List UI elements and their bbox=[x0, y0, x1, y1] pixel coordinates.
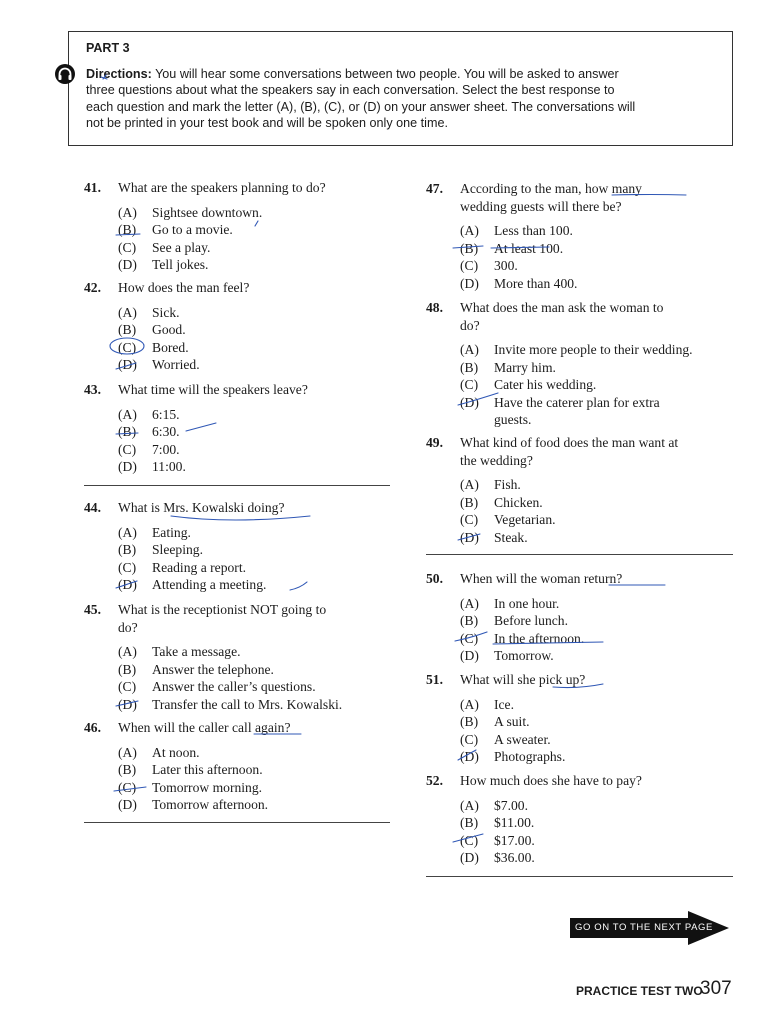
option-letter: (A) bbox=[118, 406, 137, 422]
question-text: wedding guests will there be? bbox=[460, 198, 622, 214]
option-text: Fish. bbox=[494, 477, 521, 492]
option-letter: (A) bbox=[118, 744, 137, 760]
option-letter: (A) bbox=[118, 524, 137, 540]
directions-line-1-text: You will hear some conversations between two people. You will be asked to answer bbox=[155, 67, 619, 81]
question-number: 51. bbox=[426, 672, 443, 687]
option-letter: (B) bbox=[118, 542, 137, 557]
option-text: At noon. bbox=[152, 744, 200, 760]
directions-box bbox=[68, 31, 733, 146]
option-text: 7:00. bbox=[152, 441, 180, 457]
option-letter: (B) bbox=[460, 494, 479, 510]
next-page-label: GO ON TO THE NEXT PAGE bbox=[575, 922, 713, 933]
option-text: A suit. bbox=[494, 714, 530, 729]
question-number: 45. bbox=[84, 602, 101, 617]
option-letter: (B) bbox=[460, 613, 479, 628]
option-text: Attending a meeting. bbox=[152, 577, 267, 592]
question-text: When will the caller call again? bbox=[118, 720, 291, 735]
option-text: 6:30. bbox=[152, 424, 180, 439]
directions-line-4: not be printed in your test book and will be spoken only one time. bbox=[86, 115, 448, 130]
option-letter: (A) bbox=[460, 342, 479, 357]
option-text: Answer the caller’s questions. bbox=[152, 679, 316, 694]
question-number: 41. bbox=[84, 180, 101, 195]
option-text: Before lunch. bbox=[494, 613, 568, 628]
option-letter: (B) bbox=[118, 424, 137, 439]
option-text: Bored. bbox=[152, 339, 189, 355]
option-text: Sleeping. bbox=[152, 542, 203, 557]
option-letter: (B) bbox=[460, 240, 479, 256]
option-text: Have the caterer plan for extra bbox=[494, 394, 660, 410]
option-letter: (A) bbox=[460, 696, 479, 712]
question-text: do? bbox=[118, 619, 138, 635]
option-text: Marry him. bbox=[494, 359, 556, 375]
option-text: $7.00. bbox=[494, 797, 528, 813]
option-text: Sightsee downtown. bbox=[152, 204, 263, 220]
option-text: guests. bbox=[494, 412, 532, 427]
next-page-arrow bbox=[570, 911, 730, 945]
option-letter: (A) bbox=[460, 477, 479, 492]
option-text: Take a message. bbox=[152, 644, 241, 659]
question-number: 47. bbox=[426, 181, 443, 196]
question-number: 42. bbox=[84, 280, 101, 295]
option-letter: (C) bbox=[460, 731, 479, 747]
question-number: 48. bbox=[426, 300, 443, 315]
directions-label: Directions: bbox=[86, 67, 152, 81]
option-text: A sweater. bbox=[494, 731, 551, 747]
option-text: In one hour. bbox=[494, 595, 560, 611]
question-text: What is the receptionist NOT going to bbox=[118, 602, 327, 617]
option-letter: (B) bbox=[118, 222, 137, 237]
option-letter: (B) bbox=[460, 815, 479, 830]
option-letter: (C) bbox=[118, 441, 137, 457]
part-title: PART 3 bbox=[86, 41, 130, 55]
option-letter: (A) bbox=[460, 595, 479, 611]
option-letter: (B) bbox=[118, 661, 137, 677]
option-text: Ice. bbox=[494, 696, 514, 712]
option-letter: (D) bbox=[118, 696, 137, 712]
question-text: What time will the speakers leave? bbox=[118, 382, 308, 397]
question-text: What kind of food does the man want at bbox=[460, 435, 679, 450]
option-letter: (A) bbox=[118, 304, 137, 320]
option-text: $11.00. bbox=[494, 815, 535, 830]
question-text: What are the speakers planning to do? bbox=[118, 180, 326, 195]
option-text: Vegetarian. bbox=[494, 512, 556, 527]
headphones-icon bbox=[55, 64, 75, 84]
option-text: 11:00. bbox=[152, 459, 186, 474]
option-letter: (D) bbox=[118, 459, 137, 474]
option-text: $36.00. bbox=[494, 850, 535, 865]
option-text: 300. bbox=[494, 258, 518, 273]
option-text: Steak. bbox=[494, 529, 528, 545]
directions-line-3: each question and mark the letter (A), (B), (C), or (D) on your answer sheet. The conversations will bbox=[86, 99, 636, 114]
option-letter: (C) bbox=[460, 512, 479, 527]
option-text: Tomorrow. bbox=[494, 648, 554, 663]
option-text: Cater his wedding. bbox=[494, 377, 597, 392]
question-text: When will the woman return? bbox=[460, 571, 623, 586]
question-number: 43. bbox=[84, 382, 101, 397]
option-text: Later this afternoon. bbox=[152, 762, 263, 777]
option-text: More than 400. bbox=[494, 275, 578, 291]
option-text: Less than 100. bbox=[494, 223, 573, 238]
question-text: What does the man ask the woman to bbox=[460, 300, 664, 315]
option-text: Invite more people to their wedding. bbox=[494, 342, 693, 357]
directions-line-1 bbox=[86, 66, 726, 82]
option-text: Tomorrow morning. bbox=[152, 779, 263, 795]
question-text: do? bbox=[460, 317, 480, 333]
divider bbox=[84, 822, 390, 823]
option-letter: (A) bbox=[460, 797, 479, 813]
option-letter: (D) bbox=[460, 394, 479, 410]
directions-text bbox=[86, 66, 726, 131]
option-letter: (D) bbox=[460, 749, 479, 764]
option-text: Sick. bbox=[152, 304, 180, 320]
option-letter: (A) bbox=[460, 223, 479, 238]
question-text: What will she pick up? bbox=[460, 672, 586, 687]
option-letter: (C) bbox=[118, 679, 137, 694]
option-letter: (A) bbox=[118, 204, 137, 220]
divider bbox=[426, 876, 733, 877]
divider bbox=[84, 485, 390, 486]
option-letter: (D) bbox=[118, 257, 137, 272]
option-text: Chicken. bbox=[494, 494, 543, 510]
option-letter: (C) bbox=[460, 377, 479, 392]
page-number: 307 bbox=[700, 978, 732, 999]
question-text: How does the man feel? bbox=[118, 280, 250, 295]
option-text: Go to a movie. bbox=[152, 222, 233, 237]
option-letter: (D) bbox=[118, 577, 137, 592]
option-text: 6:15. bbox=[152, 406, 180, 422]
option-letter: (C) bbox=[118, 559, 137, 575]
question-number: 50. bbox=[426, 571, 443, 586]
option-text: Tell jokes. bbox=[152, 257, 209, 272]
option-text: Good. bbox=[152, 322, 186, 337]
option-text: Photographs. bbox=[494, 749, 566, 764]
option-letter: (D) bbox=[460, 275, 479, 291]
question-text: How much does she have to pay? bbox=[460, 773, 642, 788]
question-number: 49. bbox=[426, 435, 443, 450]
question-number: 44. bbox=[84, 500, 101, 515]
option-letter: (D) bbox=[460, 648, 479, 663]
option-text: Reading a report. bbox=[152, 559, 246, 575]
divider bbox=[426, 554, 733, 555]
option-letter: (C) bbox=[460, 832, 479, 848]
option-letter: (B) bbox=[460, 359, 479, 375]
option-letter: (C) bbox=[460, 630, 479, 646]
option-text: See a play. bbox=[152, 239, 211, 255]
directions-line-2: three questions about what the speakers say in each conversation. Select the best response to bbox=[86, 83, 615, 98]
option-text: Answer the telephone. bbox=[152, 661, 274, 677]
option-letter: (B) bbox=[118, 762, 137, 777]
option-text: In the afternoon. bbox=[494, 630, 585, 646]
question-text: What is Mrs. Kowalski doing? bbox=[118, 500, 285, 515]
question-number: 52. bbox=[426, 773, 443, 788]
option-letter: (D) bbox=[460, 529, 479, 545]
option-letter: (A) bbox=[118, 644, 137, 659]
option-letter: (B) bbox=[460, 714, 479, 729]
question-number: 46. bbox=[84, 720, 101, 735]
option-text: Worried. bbox=[152, 357, 200, 372]
option-letter: (C) bbox=[118, 779, 137, 795]
option-text: Eating. bbox=[152, 524, 191, 540]
option-text: $17.00. bbox=[494, 832, 535, 848]
option-letter: (C) bbox=[118, 239, 137, 255]
footer-title: PRACTICE TEST TWO bbox=[576, 984, 703, 998]
option-letter: (C) bbox=[118, 339, 137, 355]
question-text: According to the man, how many bbox=[460, 181, 642, 196]
option-letter: (D) bbox=[460, 850, 479, 865]
option-text: Tomorrow afternoon. bbox=[152, 797, 269, 812]
option-letter: (D) bbox=[118, 357, 137, 372]
option-letter: (C) bbox=[460, 258, 479, 273]
option-text: Transfer the call to Mrs. Kowalski. bbox=[152, 696, 343, 712]
question-text: the wedding? bbox=[460, 452, 533, 468]
option-text: At least 100. bbox=[494, 240, 564, 256]
option-letter: (D) bbox=[118, 797, 137, 812]
option-letter: (B) bbox=[118, 322, 137, 337]
